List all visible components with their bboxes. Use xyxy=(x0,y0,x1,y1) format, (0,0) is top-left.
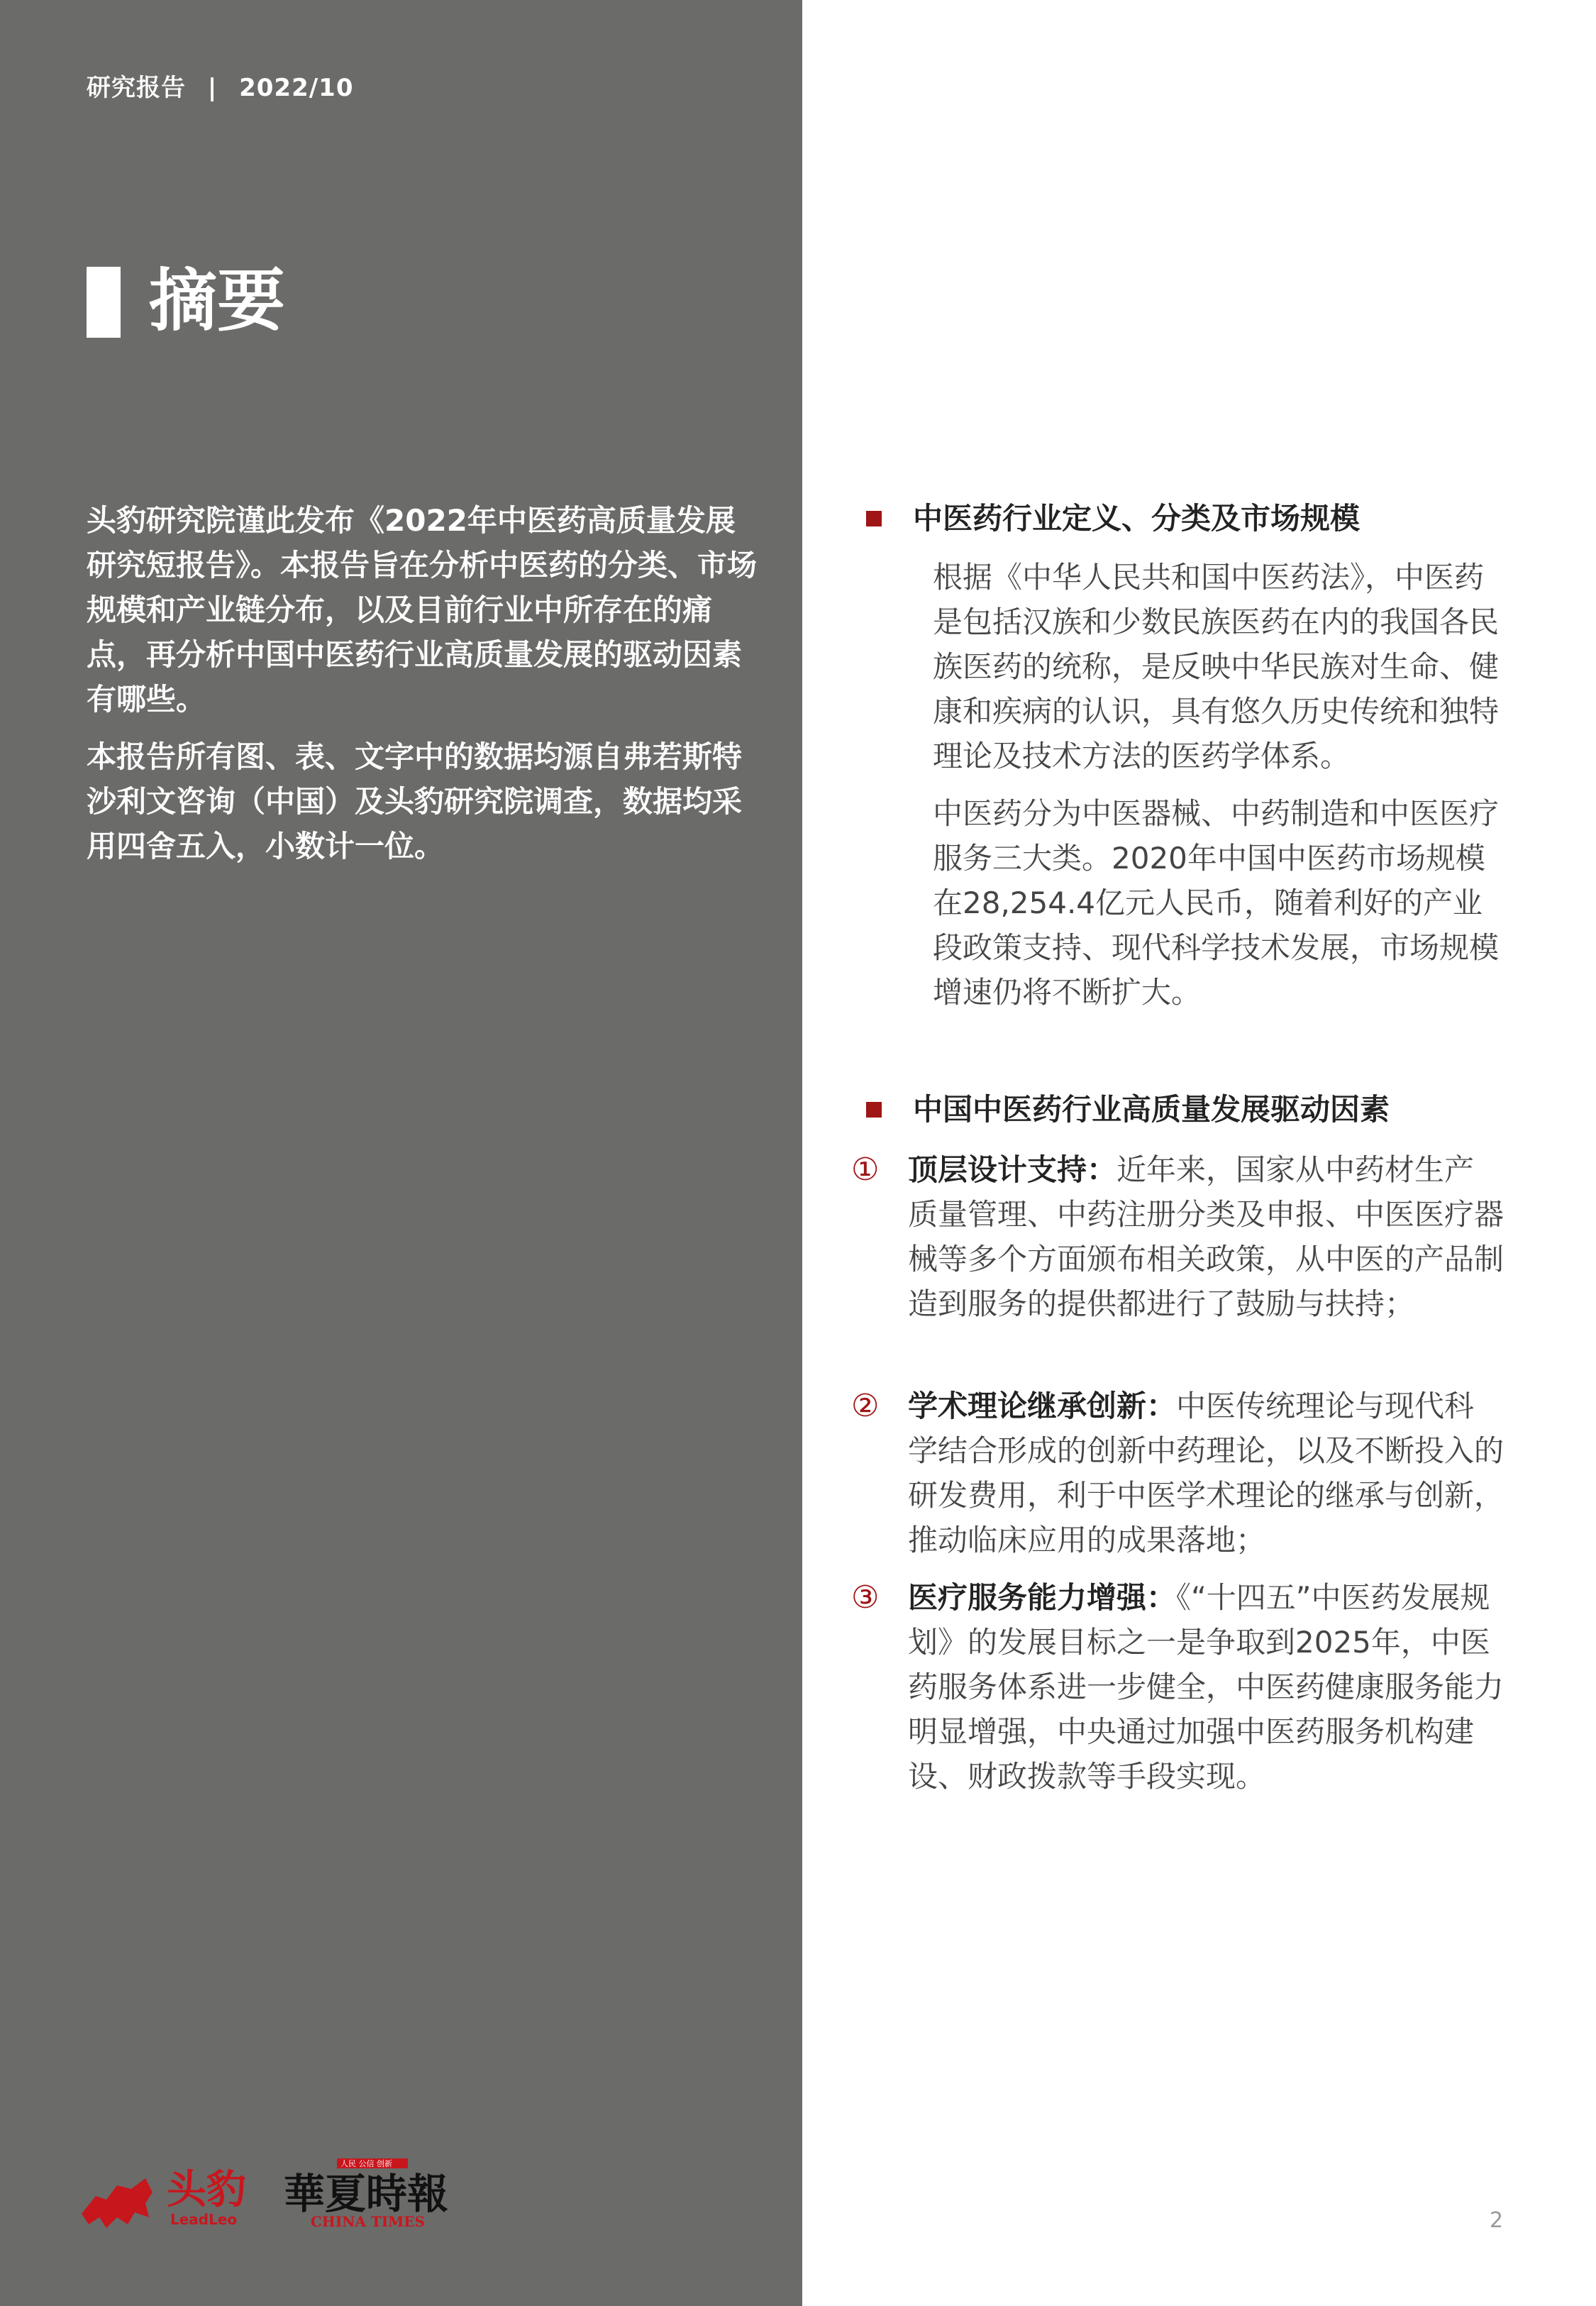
leadleo-logo xyxy=(82,2167,246,2228)
item-text xyxy=(908,1147,1504,1326)
intro-text xyxy=(87,498,760,881)
item-number: ① xyxy=(851,1152,880,1188)
item-label: 顶层设计支持： xyxy=(908,1152,1117,1187)
header-separator: | xyxy=(207,74,218,102)
item-number: ② xyxy=(851,1388,880,1424)
item-text xyxy=(908,1384,1504,1562)
item-label: 医疗服务能力增强： xyxy=(908,1580,1177,1615)
section1-paragraph: 中医药分为中医器械、中药制造和中医医疗服务三大类。2020年中国中医药市场规模在28,254.4亿元人民币，随着利好的产业段政策支持、现代科学技术发展，市场规模增速仍将不断扩大。 xyxy=(933,796,1500,1010)
section1-paragraph: 根据《中华人民共和国中医药法》，中医药是包括汉族和少数民族医药在内的我国各民族医药的统称，是反映中华民族对生命、健康和疾病的认识，具有悠久历史传统和独特理论及技术方法的医药学体系。 xyxy=(933,560,1500,773)
page-number: 2 xyxy=(1490,2208,1504,2233)
driver-item xyxy=(851,1147,1504,1326)
section1-body xyxy=(933,555,1500,1027)
report-date: 2022/10 xyxy=(239,74,354,102)
logos-svg xyxy=(78,2157,475,2242)
intro-paragraph: 本报告所有图、表、文字中的数据均源自弗若斯特沙利文咨询（中国）及头豹研究院调查，数据均采用四舍五入，小数计一位。 xyxy=(87,739,743,864)
leopard-icon xyxy=(82,2178,153,2228)
section1-title: 中医药行业定义、分类及市场规模 xyxy=(913,501,1361,536)
leadleo-cn: 头豹 xyxy=(167,2167,246,2213)
item-body: 《“十四五”中医药发展规划》的发展目标之一是争取到2025年，中医药服务体系进一步健全，中医药健康服务能力明显增强，中央通过加强中医药服务机构建设、财政拨款等手段实现。 xyxy=(908,1580,1504,1794)
bullet-square-icon xyxy=(866,1102,882,1118)
china-times-tag: 人民 公信 创新 xyxy=(340,2159,392,2168)
item-text xyxy=(908,1575,1504,1799)
footer-logos xyxy=(78,2157,475,2242)
item-label: 学术理论继承创新： xyxy=(908,1389,1177,1423)
section1-heading xyxy=(866,497,1360,540)
leadleo-en: LeadLeo xyxy=(170,2211,238,2228)
bullet-square-icon xyxy=(866,511,882,526)
china-times-logo xyxy=(284,2158,448,2230)
section2-title: 中国中医药行业高质量发展驱动因素 xyxy=(913,1092,1390,1127)
report-category: 研究报告 xyxy=(87,74,186,102)
driver-item xyxy=(851,1384,1504,1562)
item-body: 中医传统理论与现代科学结合形成的创新中药理论，以及不断投入的研发费用，利于中医学术理论的继承与创新，推动临床应用的成果落地； xyxy=(908,1389,1504,1557)
china-times-cn: 華夏時報 xyxy=(284,2170,449,2218)
report-header xyxy=(87,68,353,103)
item-body: 近年来，国家从中药材生产质量管理、中药注册分类及申报、中医医疗器械等多个方面颁布相关政策，从中医的产品制造到服务的提供都进行了鼓励与扶持； xyxy=(908,1152,1504,1321)
title-bar xyxy=(87,267,121,338)
item-number: ③ xyxy=(851,1579,880,1616)
section2-heading xyxy=(866,1088,1390,1131)
china-times-en: CHINA TIMES xyxy=(311,2213,425,2230)
page-title: 摘要 xyxy=(149,261,285,341)
intro-paragraph: 头豹研究院谨此发布《2022年中医药高质量发展研究短报告》。本报告旨在分析中医药的分类、市场规模和产业链分布，以及目前行业中所存在的痛点，再分析中国中医药行业高质量发展的驱动因素有哪些。 xyxy=(87,503,758,717)
driver-item xyxy=(851,1575,1504,1799)
